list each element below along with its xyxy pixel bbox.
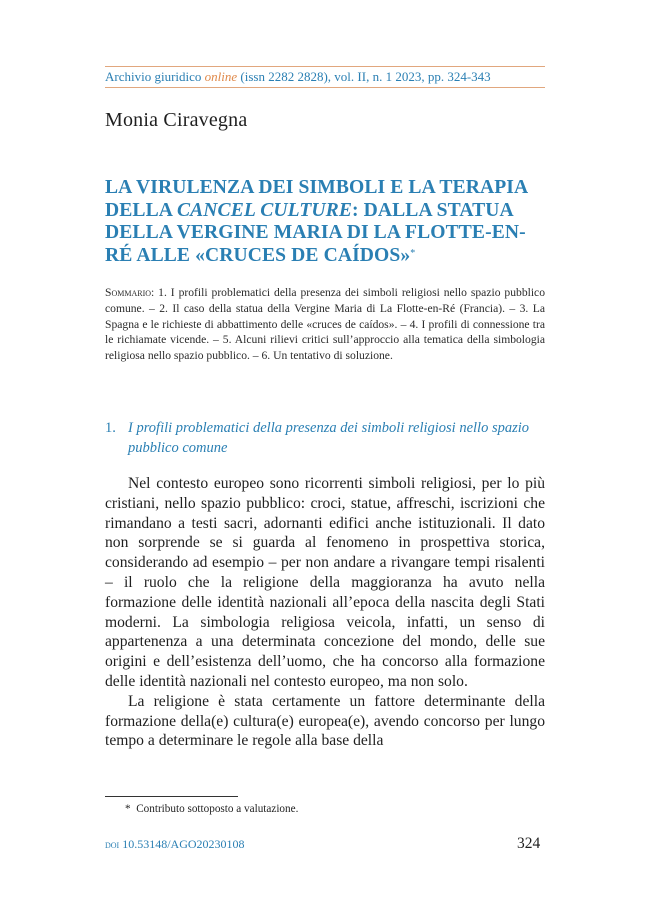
footnote <box>125 803 298 815</box>
section-heading <box>105 418 550 458</box>
title-part-1: LA VIRULENZA DEI SIMBOLI E LA TERAPIA DELLA <box>105 177 528 221</box>
footnote-rule <box>105 796 238 797</box>
paragraph-2: La religione è stata certamente un fattore determinante della formazione della(e) cultura(e) europea(e), avendo concorso per lungo tempo a determinare le regole alla base della <box>105 692 545 750</box>
journal-header <box>105 69 545 85</box>
title-footnote-mark: * <box>410 247 416 259</box>
author-name: Monia Ciravegna <box>105 109 248 131</box>
header-top-rule <box>105 66 545 67</box>
article-title <box>105 177 550 267</box>
doi-label: doi <box>105 839 120 851</box>
page-number: 324 <box>517 835 541 852</box>
title-italic: CANCEL CULTURE <box>176 199 352 221</box>
section-title: I profili problematici della presenza dei simboli religiosi nello spazio pubblico comune <box>128 420 530 456</box>
header-bottom-rule <box>105 87 545 88</box>
summary-text: : 1. I profili problematici della presenza dei simboli religiosi nello spazio pubblico comune. – 2. Il caso della statua della Vergine Maria di La Flotte-en-Ré (Francia). – 3. La Spagna e le richieste di abbattimento delle «cruces de caídos». – 4. I profili di connessione tra le richiamate vicende. – 5. Alcuni rilievi critici sull’approccio alla tematica della simbologia religiosa nello spazio pubblico. – 6. Un tentativo di soluzione. <box>105 286 545 363</box>
body-text <box>105 474 545 751</box>
journal-online: online <box>204 69 238 84</box>
summary <box>105 285 545 364</box>
title-part-2: : DALLA STATUA DELLA VERGINE MARIA DI LA FLOTTE-EN-RÉ ALLE «CRUCES DE CAÍDOS» <box>105 199 526 266</box>
section-number: 1. <box>105 420 116 436</box>
doi-line <box>105 837 245 852</box>
footnote-mark: * <box>125 803 131 815</box>
summary-label: Sommario <box>105 286 152 299</box>
journal-issue-info: (issn 2282 2828), vol. II, n. 1 2023, pp. 324-343 <box>237 69 491 84</box>
doi-value: 10.53148/AGO20230108 <box>122 837 245 851</box>
journal-name: Archivio giuridico <box>105 69 205 84</box>
paragraph-1: Nel contesto europeo sono ricorrenti simboli religiosi, per lo più cristiani, nello spazio pubblico: croci, statue, affreschi, iscrizioni che rimandano a testi sacri, adornanti edifici anche istituzionali. Il dato non sorprende se si guarda al fenomeno in prospettiva storica, considerando ad esempio – per non andare a rivangare tempi risalenti – il ruolo che la religione della maggioranza ha avuto nella formazione delle identità nazionali all’epoca della nascita degli Stati moderni. La simbologia religiosa veicola, infatti, un senso di appartenenza a una determinata concezione del mondo, delle sue origini e dell’esistenza dell’uomo, che ha concorso alla formazione delle identità nazionali nel contesto europeo, ma non solo. <box>105 475 545 690</box>
footnote-text: Contributo sottoposto a valutazione. <box>136 803 299 815</box>
